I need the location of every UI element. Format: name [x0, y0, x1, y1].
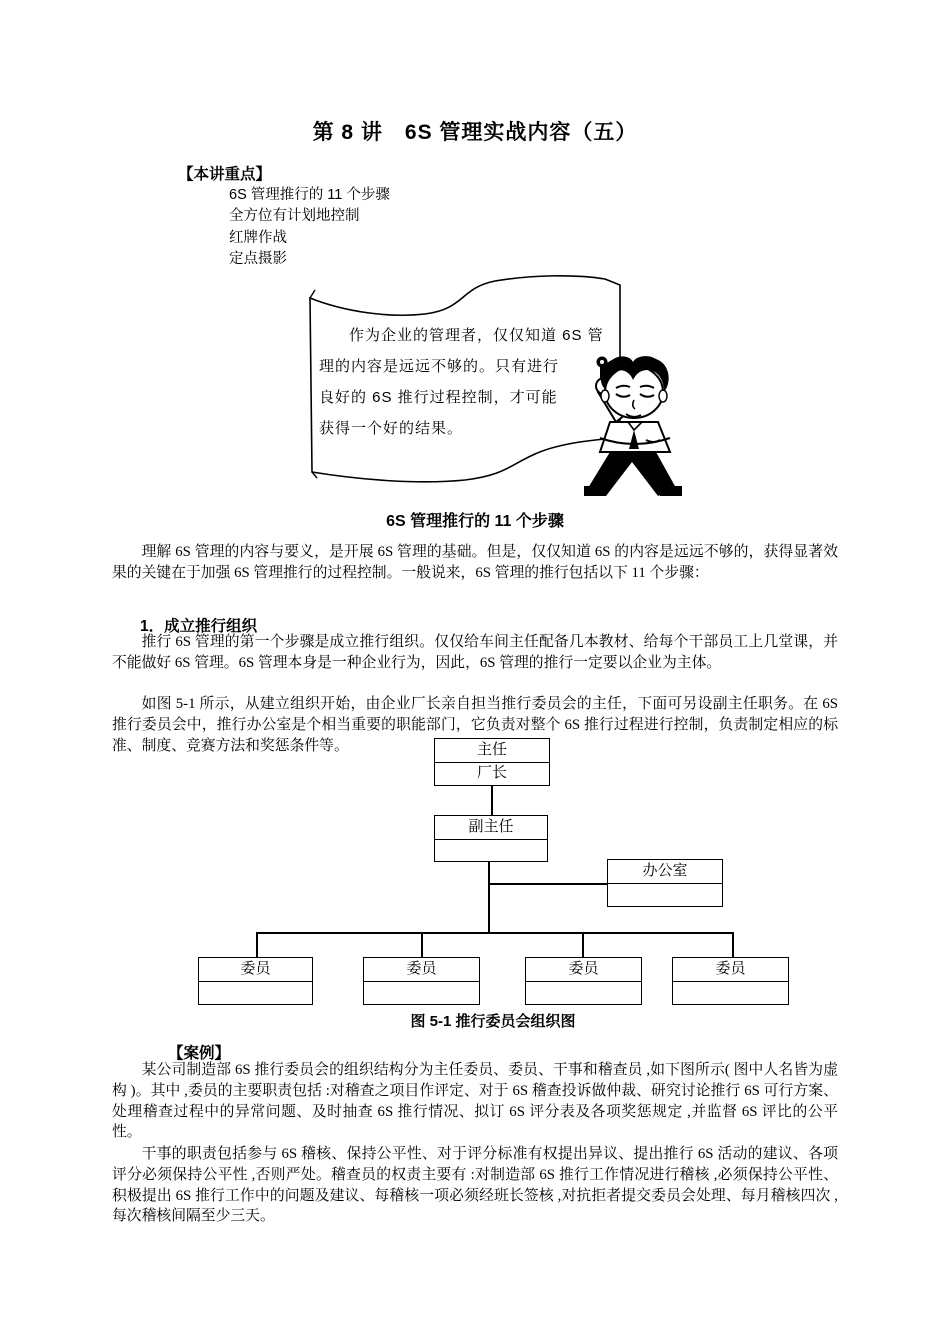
case-label: 【案例】 [168, 1045, 231, 1062]
org-node-title: 办公室 [608, 860, 722, 884]
connector-line [421, 932, 423, 958]
cartoon-man-illustration [576, 352, 688, 502]
section-heading: 6S 管理推行的 11 个步骤 [386, 513, 564, 530]
org-node-member [198, 957, 313, 1005]
connector-line [257, 932, 734, 934]
banner-line: 理的内容是远远不够的。只有进行 [319, 358, 560, 375]
org-node-name-empty [673, 982, 788, 1003]
highlight-item: 全方位有计划地控制 [229, 208, 360, 225]
org-node-title: 委员 [199, 958, 312, 982]
org-node-member [672, 957, 789, 1005]
connector-line [256, 932, 258, 958]
org-node-name-empty [435, 840, 547, 861]
org-node-name-empty [199, 982, 312, 1003]
org-node-director [434, 738, 550, 786]
case-paragraph: 干事的职责包括参与 6S 稽核、保持公平性、对于评分标准有权提出异议、提出推行 6S 活动的建议、各项评分必须保持公平性 ,否则严处。稽查员的权责主要有 :对制造部 6S 推行工作情况进行稽核 ,必须保持公平性、积极提出 6S 推行工作中的问题及建议、每稽核一项必须经班长签核 ,对抗拒者提交委员会处理、每月稽核四次 , 每次稽核间隔至少三天。 [112, 1146, 838, 1225]
case-paragraph: 某公司制造部 6S 推行委员会的组织结构分为主任委员、委员、干事和稽查员 ,如下图所示( 图中人名皆为虚构 )。其中 ,委员的主要职责包括 :对稽查之项目作评定、对于 6S 稽查投诉做仲裁、研究讨论推行 6S 可行方案、处理稽查过程中的异常问题、及时抽查 6S 推行情况、拟订 6S 评分表及各项奖惩规定 ,并监督 6S 评比的公平性。 [112, 1062, 838, 1141]
connector-line [488, 861, 490, 933]
org-node-title: 委员 [364, 958, 479, 982]
org-node-title: 委员 [526, 958, 641, 982]
figure-caption: 图 5-1 推行委员会组织图 [410, 1013, 576, 1030]
body-paragraph: 如图 5-1 所示，从建立组织开始，由企业厂长亲自担当推行委员会的主任，下面可另设副主任职务。在 6S 推行委员会中，推行办公室是个相当重要的职能部门，它负责对整个 6S 推行过程进行控制，负责制定相应的标准、制度、竞赛方法和奖惩条件等。 [112, 696, 838, 754]
org-node-title: 副主任 [435, 816, 547, 840]
subsection-heading: 1．成立推行组织 [140, 618, 258, 635]
highlights-label: 【本讲重点】 [178, 166, 272, 183]
highlight-item: 红牌作战 [229, 229, 287, 246]
intro-paragraph: 理解 6S 管理的内容与要义，是开展 6S 管理的基础。但是，仅仅知道 6S 的内容是远远不够的，获得显著效果的关键在于加强 6S 管理推行的过程控制。一般说来，6S 管理的推行包括以下 11 个步骤： [112, 544, 838, 581]
org-node-name: 厂长 [476, 765, 507, 781]
connector-line [488, 883, 608, 885]
page-title: 第 8 讲 6S 管理实战内容（五） [312, 121, 638, 144]
connector-line [582, 932, 584, 958]
highlight-item: 6S 管理推行的 11 个步骤 [229, 187, 390, 203]
banner-text [319, 320, 604, 444]
org-node-name-empty [526, 982, 641, 1003]
highlight-item: 定点摄影 [229, 251, 287, 268]
org-node-deputy [434, 815, 548, 862]
banner-line: 获得一个好的结果。 [319, 420, 464, 437]
connector-line [732, 932, 734, 958]
org-node-name-empty [608, 884, 722, 905]
org-node-member [525, 957, 642, 1005]
connector-line [491, 786, 493, 816]
org-node-title: 委员 [673, 958, 788, 982]
org-node-name-empty [364, 982, 479, 1003]
body-paragraph: 推行 6S 管理的第一个步骤是成立推行组织。仅仅给车间主任配备几本教材、给每个干部员工上几堂课，并不能做好 6S 管理。6S 管理本身是一种企业行为，因此，6S 管理的推行一定要以企业为主体。 [112, 634, 838, 671]
org-node-office [607, 859, 723, 907]
highlights-list [229, 185, 390, 271]
banner-line: 良好的 6S 推行过程控制，才可能 [319, 389, 558, 406]
banner-line: 作为企业的管理者，仅仅知道 6S 管 [349, 327, 604, 344]
org-node-member [363, 957, 480, 1005]
org-node-title: 主任 [435, 739, 549, 763]
